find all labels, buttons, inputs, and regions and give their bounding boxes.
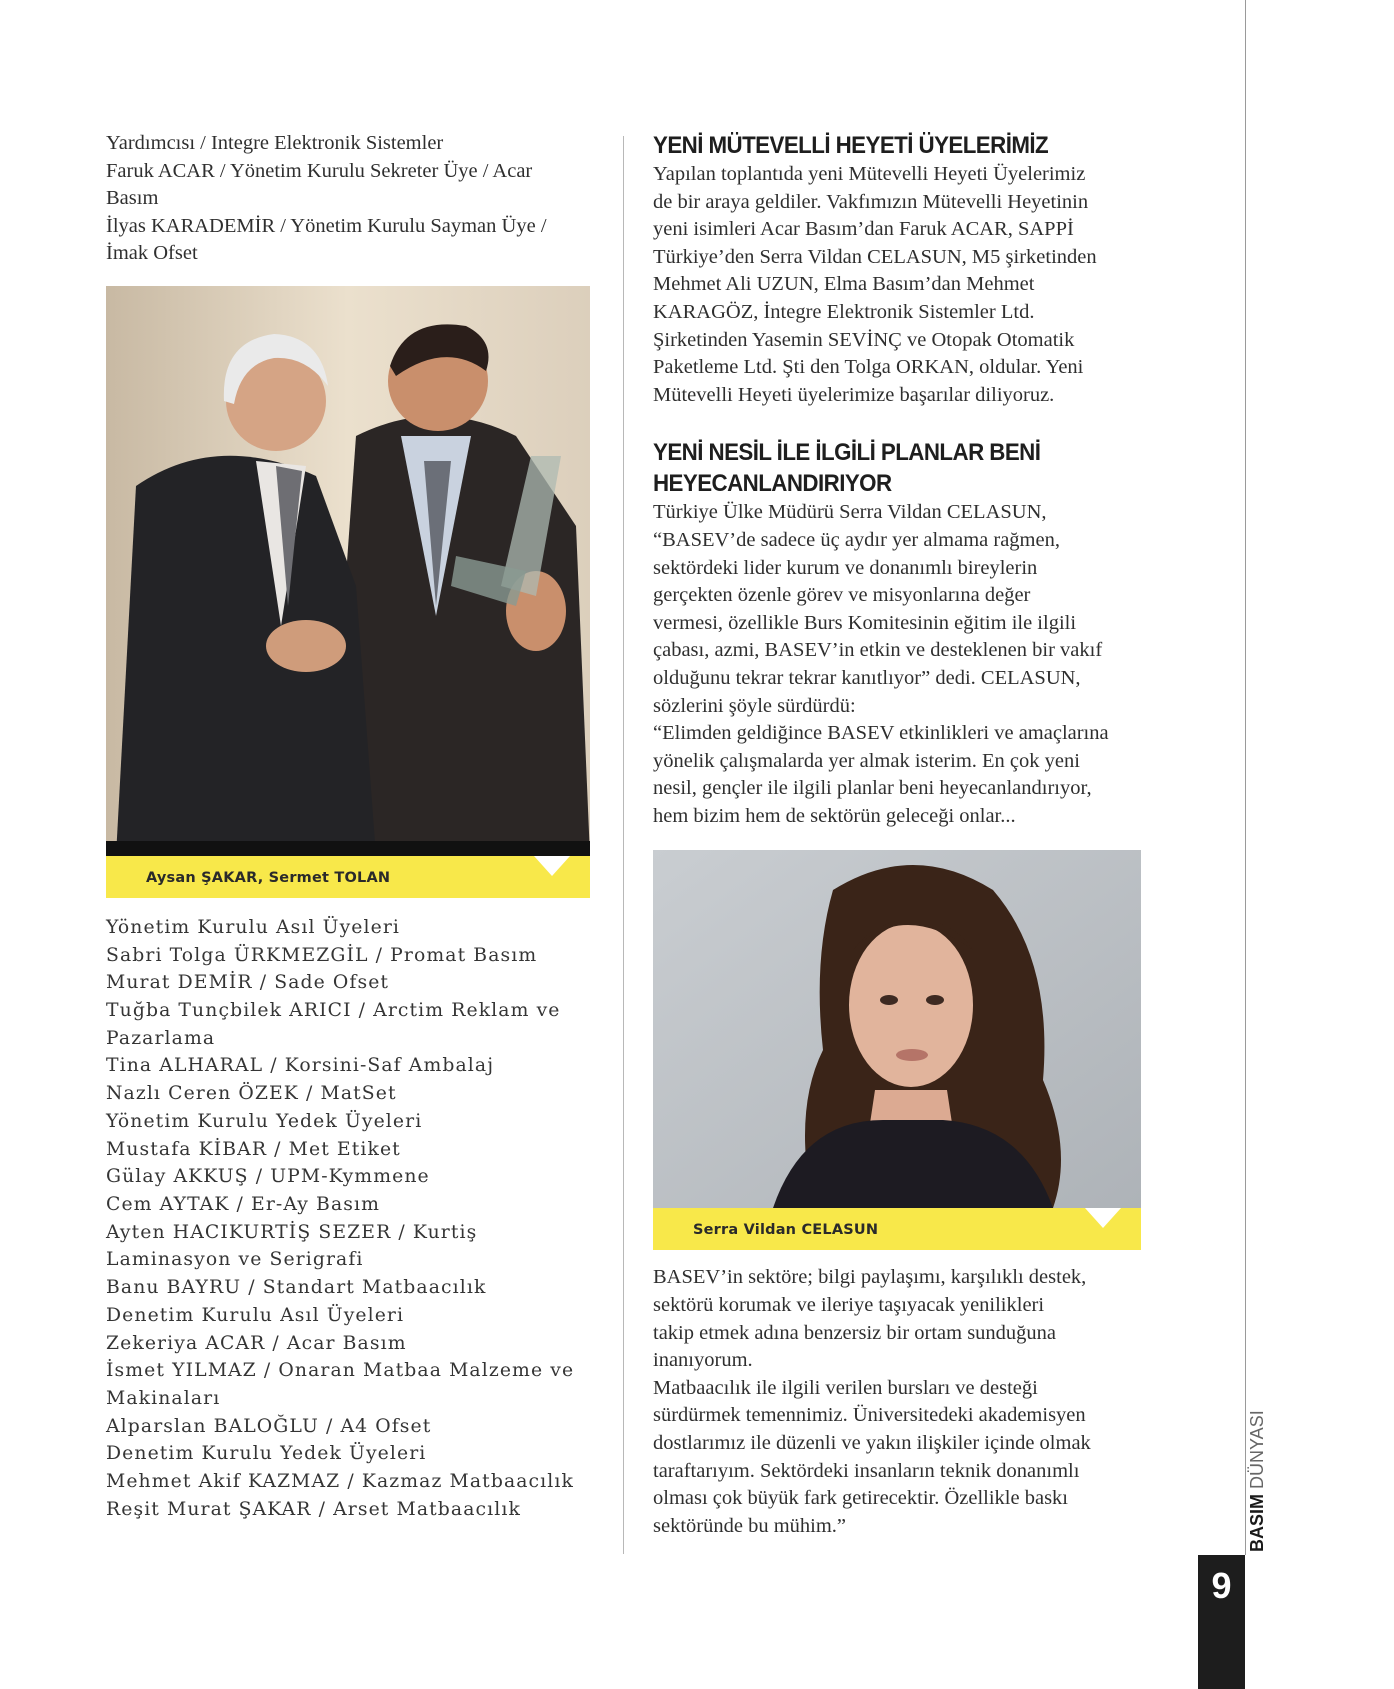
text-line: İmak Ofset: [106, 242, 198, 265]
text-line: Şirketinden Yasemin SEVİNÇ ve Otopak Otomatik: [653, 328, 1075, 351]
text-line: yönelik çalışmalarda yer almak isterim. En çok yeni: [653, 749, 1080, 772]
text-line: vermesi, özellikle Burs Komitesinin eğitim ile ilgili: [653, 611, 1077, 634]
text-line: nesil, gençler ile ilgili planlar beni heyecanlandırıyor,: [653, 777, 1092, 800]
section-heading: [653, 437, 1107, 499]
text-line: de bir araya geldiler. Vakfımızın Mütevelli Heyetinin: [653, 190, 1089, 213]
text-line: takip etmek adına benzersiz bir ortam sunduğuna: [653, 1321, 1057, 1344]
section-heading: YENİ MÜTEVELLİ HEYETİ ÜYELERİMİZ: [653, 132, 1049, 159]
list-item: Ayten HACIKURTİŞ SEZER / Kurtiş: [106, 1221, 478, 1243]
list-item: Gülay AKKUŞ / UPM-Kymmene: [106, 1166, 430, 1188]
list-item: Banu BAYRU / Standart Matbaacılık: [106, 1277, 487, 1299]
page-number: 9: [1198, 1555, 1245, 1689]
magazine-name-bold: BASIM: [1247, 1494, 1267, 1552]
list-item: Cem AYTAK / Er-Ay Basım: [106, 1194, 380, 1215]
list-item: Yönetim Kurulu Yedek Üyeleri: [106, 1110, 423, 1132]
caption-notch-icon: [534, 856, 570, 876]
right-column: [653, 130, 1141, 1540]
text-line: BASEV’in sektöre; bilgi paylaşımı, karşılıklı destek,: [653, 1266, 1087, 1289]
list-item: Tuğba Tunçbilek ARICI / Arctim Reklam ve: [106, 1000, 561, 1022]
magazine-name-light: DÜNYASI: [1247, 1410, 1267, 1489]
intro-text: [106, 130, 596, 268]
list-item: Mustafa KİBAR / Met Etiket: [106, 1138, 401, 1160]
text-line: “Elimden geldiğince BASEV etkinlikleri ve amaçlarına: [653, 722, 1109, 745]
list-item: Yönetim Kurulu Asıl Üyeleri: [106, 916, 401, 938]
text-line: Türkiye Ülke Müdürü Serra Vildan CELASUN,: [653, 501, 1047, 524]
text-line: Yapılan toplantıda yeni Mütevelli Heyeti Üyelerimiz: [653, 163, 1086, 185]
heading-line: YENİ NESİL İLE İLGİLİ PLANLAR BENİ: [653, 439, 1041, 467]
photo-caption: Aysan ŞAKAR, Sermet TOLAN: [146, 869, 391, 886]
portrait-photo-illustration: [653, 850, 1141, 1208]
award-photo: [106, 286, 590, 856]
photo-caption-bar: [106, 856, 590, 898]
list-item: Zekeriya ACAR / Acar Basım: [106, 1332, 407, 1354]
text-line: sözlerini şöyle sürdürdü:: [653, 694, 856, 717]
list-item: Sabri Tolga ÜRKMEZGİL / Promat Basım: [106, 944, 538, 966]
photo-caption-bar: [653, 1208, 1141, 1250]
section-text: [653, 499, 1141, 830]
list-item: Nazlı Ceren ÖZEK / MatSet: [106, 1083, 397, 1105]
text-line: sektördeki lider kurum ve donanımlı bireylerin: [653, 556, 1038, 579]
list-item: Denetim Kurulu Asıl Üyeleri: [106, 1304, 405, 1326]
text-line: KARAGÖZ, İntegre Elektronik Sistemler Ltd.: [653, 300, 1035, 323]
text-line: gerçekten özenle görev ve misyonlarına değer: [653, 584, 1031, 607]
text-line: dostlarımız ile düzenli ve yakın ilişkiler içinde olmak: [653, 1432, 1091, 1455]
text-line: hem bizim hem de sektörün geleceği onlar...: [653, 804, 1016, 827]
portrait-photo: [653, 850, 1141, 1208]
list-item: İsmet YILMAZ / Onaran Matbaa Malzeme ve: [106, 1360, 575, 1382]
text-line: sektörü korumak ve ileriye taşıyacak yenilikleri: [653, 1294, 1045, 1317]
text-line: yeni isimleri Acar Basım’dan Faruk ACAR, SAPPİ: [653, 218, 1074, 241]
text-line: Yardımcısı / Integre Elektronik Sistemler: [106, 132, 444, 154]
column-divider: [623, 136, 624, 1554]
text-line: sektöründe bu mühim.”: [653, 1514, 847, 1537]
section-text: [653, 161, 1141, 409]
text-line: Basım: [106, 187, 159, 210]
list-item: Makinaları: [106, 1387, 221, 1409]
list-item: Alparslan BALOĞLU / A4 Ofset: [106, 1415, 432, 1437]
list-item: Mehmet Akif KAZMAZ / Kazmaz Matbaacılık: [106, 1471, 574, 1493]
award-photo-illustration: [106, 286, 590, 856]
text-line: Paketleme Ltd. Şti den Tolga ORKAN, oldular. Yeni: [653, 356, 1084, 379]
caption-notch-icon: [1085, 1208, 1121, 1228]
list-item: Denetim Kurulu Yedek Üyeleri: [106, 1443, 427, 1465]
text-line: taraftarıyım. Sektördeki insanların teknik donanımlı: [653, 1459, 1080, 1482]
text-line: sürdürmek temennimiz. Üniversitedeki akademisyen: [653, 1404, 1086, 1427]
heading-line: HEYECANLANDIRIYOR: [653, 470, 892, 498]
text-line: İlyas KARADEMİR / Yönetim Kurulu Sayman Üye /: [106, 214, 547, 237]
photo-caption: Serra Vildan CELASUN: [693, 1222, 879, 1239]
text-line: Faruk ACAR / Yönetim Kurulu Sekreter Üye / Acar: [106, 159, 533, 182]
list-item: Tina ALHARAL / Korsini-Saf Ambalaj: [106, 1055, 495, 1077]
section-text: [653, 1264, 1141, 1540]
text-line: Matbaacılık ile ilgili verilen bursları ve desteği: [653, 1376, 1038, 1399]
list-item: Reşit Murat ŞAKAR / Arset Matbaacılık: [106, 1498, 521, 1520]
text-line: Mütevelli Heyeti üyelerimize başarılar diliyoruz.: [653, 383, 1055, 406]
member-list: [106, 914, 596, 1523]
text-line: olması çok büyük fark getirecektir. Özellikle baskı: [653, 1487, 1068, 1510]
text-line: Mehmet Ali UZUN, Elma Basım’dan Mehmet: [653, 273, 1035, 296]
list-item: Murat DEMİR / Sade Ofset: [106, 972, 390, 994]
magazine-name: [1247, 1410, 1271, 1552]
text-line: inanıyorum.: [653, 1349, 753, 1372]
text-line: Türkiye’den Serra Vildan CELASUN, M5 şirketinden: [653, 245, 1097, 268]
left-column: [106, 130, 596, 1523]
text-line: “BASEV’de sadece üç aydır yer almama rağmen,: [653, 528, 1060, 551]
list-item: Laminasyon ve Serigrafi: [106, 1249, 364, 1271]
text-line: çabası, azmi, BASEV’in etkin ve desteklenen bir vakıf: [653, 639, 1103, 662]
list-item: Pazarlama: [106, 1027, 216, 1049]
page-edge-rule: [1245, 0, 1246, 1555]
text-line: olduğunu tekrar tekrar kanıtlıyor” dedi. CELASUN,: [653, 666, 1081, 689]
